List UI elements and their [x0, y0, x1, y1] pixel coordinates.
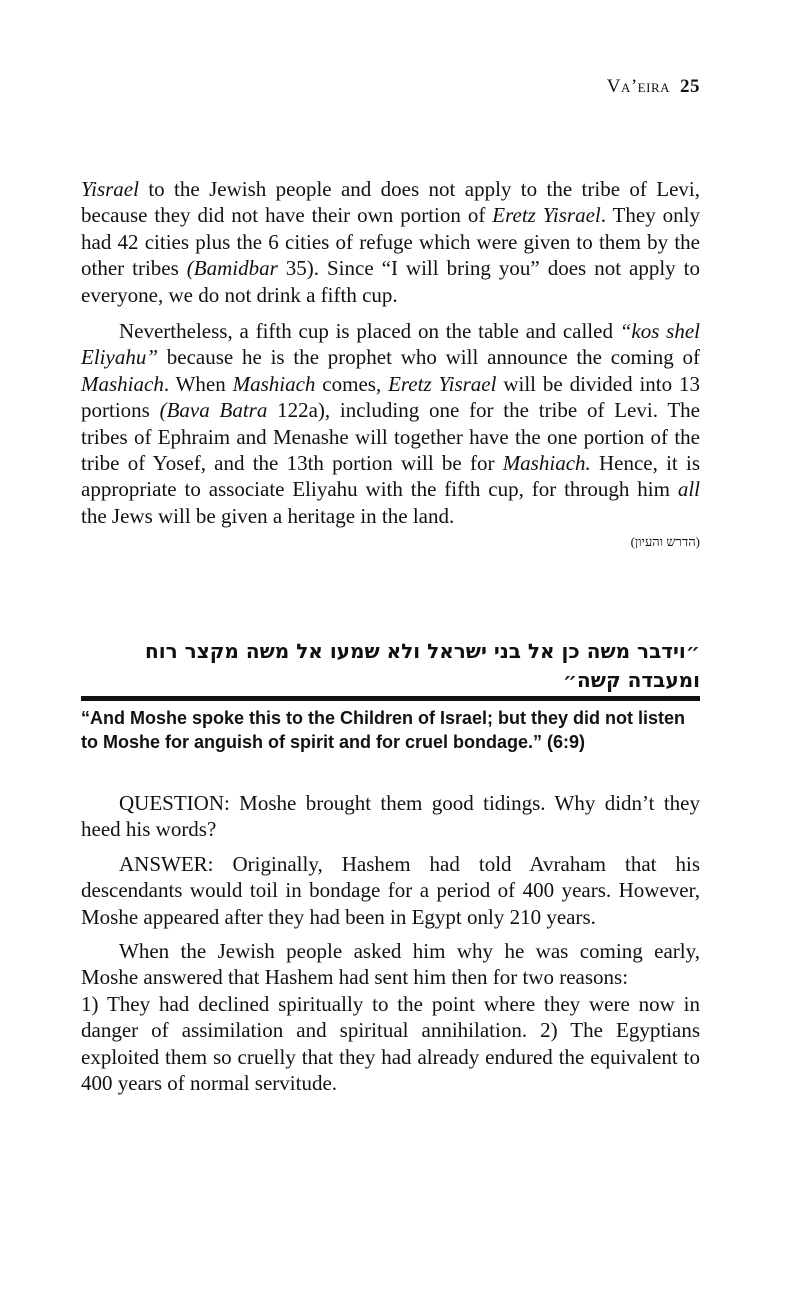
hebrew-verse-heading: [81, 637, 700, 695]
text-span: Mashiach.: [502, 451, 591, 476]
text-span: to the Jewish people and does not apply to the tribe of Levi, because they did not have their own portion of: [81, 177, 700, 228]
text-span: all: [677, 477, 700, 502]
explanation-paragraph: When the Jewish people asked him why he was coming early, Moshe answered that Hashem had sent him then for two reasons:: [81, 939, 700, 990]
paragraph-continuation: [81, 176, 700, 308]
text-span: Hence, it is appropriate to associate Eliyahu with the fifth cup, for through him: [81, 451, 700, 502]
paragraph-nevertheless: [81, 318, 700, 529]
book-page: [81, 0, 700, 1300]
reasons-paragraph: 1) They had declined spiritually to the point where they were now in danger of assimilation and spiritual annihilation. 2) The Egyptians exploited them so cruelly that they had already endured the equivalent to 400 years of normal servitude.: [81, 991, 700, 1096]
text-span: 35). Since “I will bring you” does not apply to everyone, we do not drink a fifth cup.: [81, 256, 700, 307]
text-span: (Bamidbar: [186, 256, 278, 281]
text-span: because he is the prophet who will announce the coming of: [158, 345, 700, 370]
text-span: will be divided into 13 portions: [81, 371, 700, 423]
section-title: Va’eira: [606, 76, 670, 97]
text-span: the Jews will be given a heritage in the land.: [81, 503, 455, 528]
text-span: 122a), including one for the tribe of Levi. The tribes of Ephraim and Menashe will together have the one portion of the tribe of Yosef, and the 13th portion will be for: [81, 398, 700, 476]
continued-text: [81, 176, 700, 556]
section-divider: [81, 696, 700, 701]
hebrew-verse-text: ״וידבר משה כן אל בני ישראל ולא שמעו אל משה מקצר רוח ומעבדה קשה״: [144, 639, 700, 692]
text-span: Mashiach: [232, 371, 316, 396]
question-paragraph: QUESTION: Moshe brought them good tidings. Why didn’t they heed his words?: [81, 791, 700, 842]
text-span: (Bava Batra: [159, 398, 268, 423]
text-span: . They only had 42 cities plus the 6 cities of refuge which were given to them by the other tribes: [81, 203, 700, 281]
text-span: Eretz Yisrael: [388, 371, 497, 396]
text-span: Mashiach: [81, 371, 164, 396]
text-span: . When: [163, 371, 233, 396]
text-span: Nevertheless, a fifth cup is placed on the table and called: [119, 319, 620, 344]
source-citation: (הדרש והעיון): [630, 534, 700, 550]
english-verse-translation: “And Moshe spoke this to the Children of Israel; but they did not listen to Moshe for anguish of spirit and for cruel bondage.” (6:9): [81, 708, 686, 752]
text-span: “kos shel Eliyahu”: [81, 319, 700, 370]
answer-paragraph: ANSWER: Originally, Hashem had told Avraham that his descendants would toil in bondage for a period of 400 years. However, Moshe appeared after they had been in Egypt only 210 years.: [81, 851, 700, 929]
running-header: [607, 76, 700, 98]
commentary-text: [81, 790, 700, 1096]
text-span: Yisrael: [81, 177, 139, 201]
text-span: Eretz Yisrael: [492, 203, 601, 228]
page-number: 25: [680, 76, 700, 97]
text-span: comes,: [315, 371, 389, 396]
